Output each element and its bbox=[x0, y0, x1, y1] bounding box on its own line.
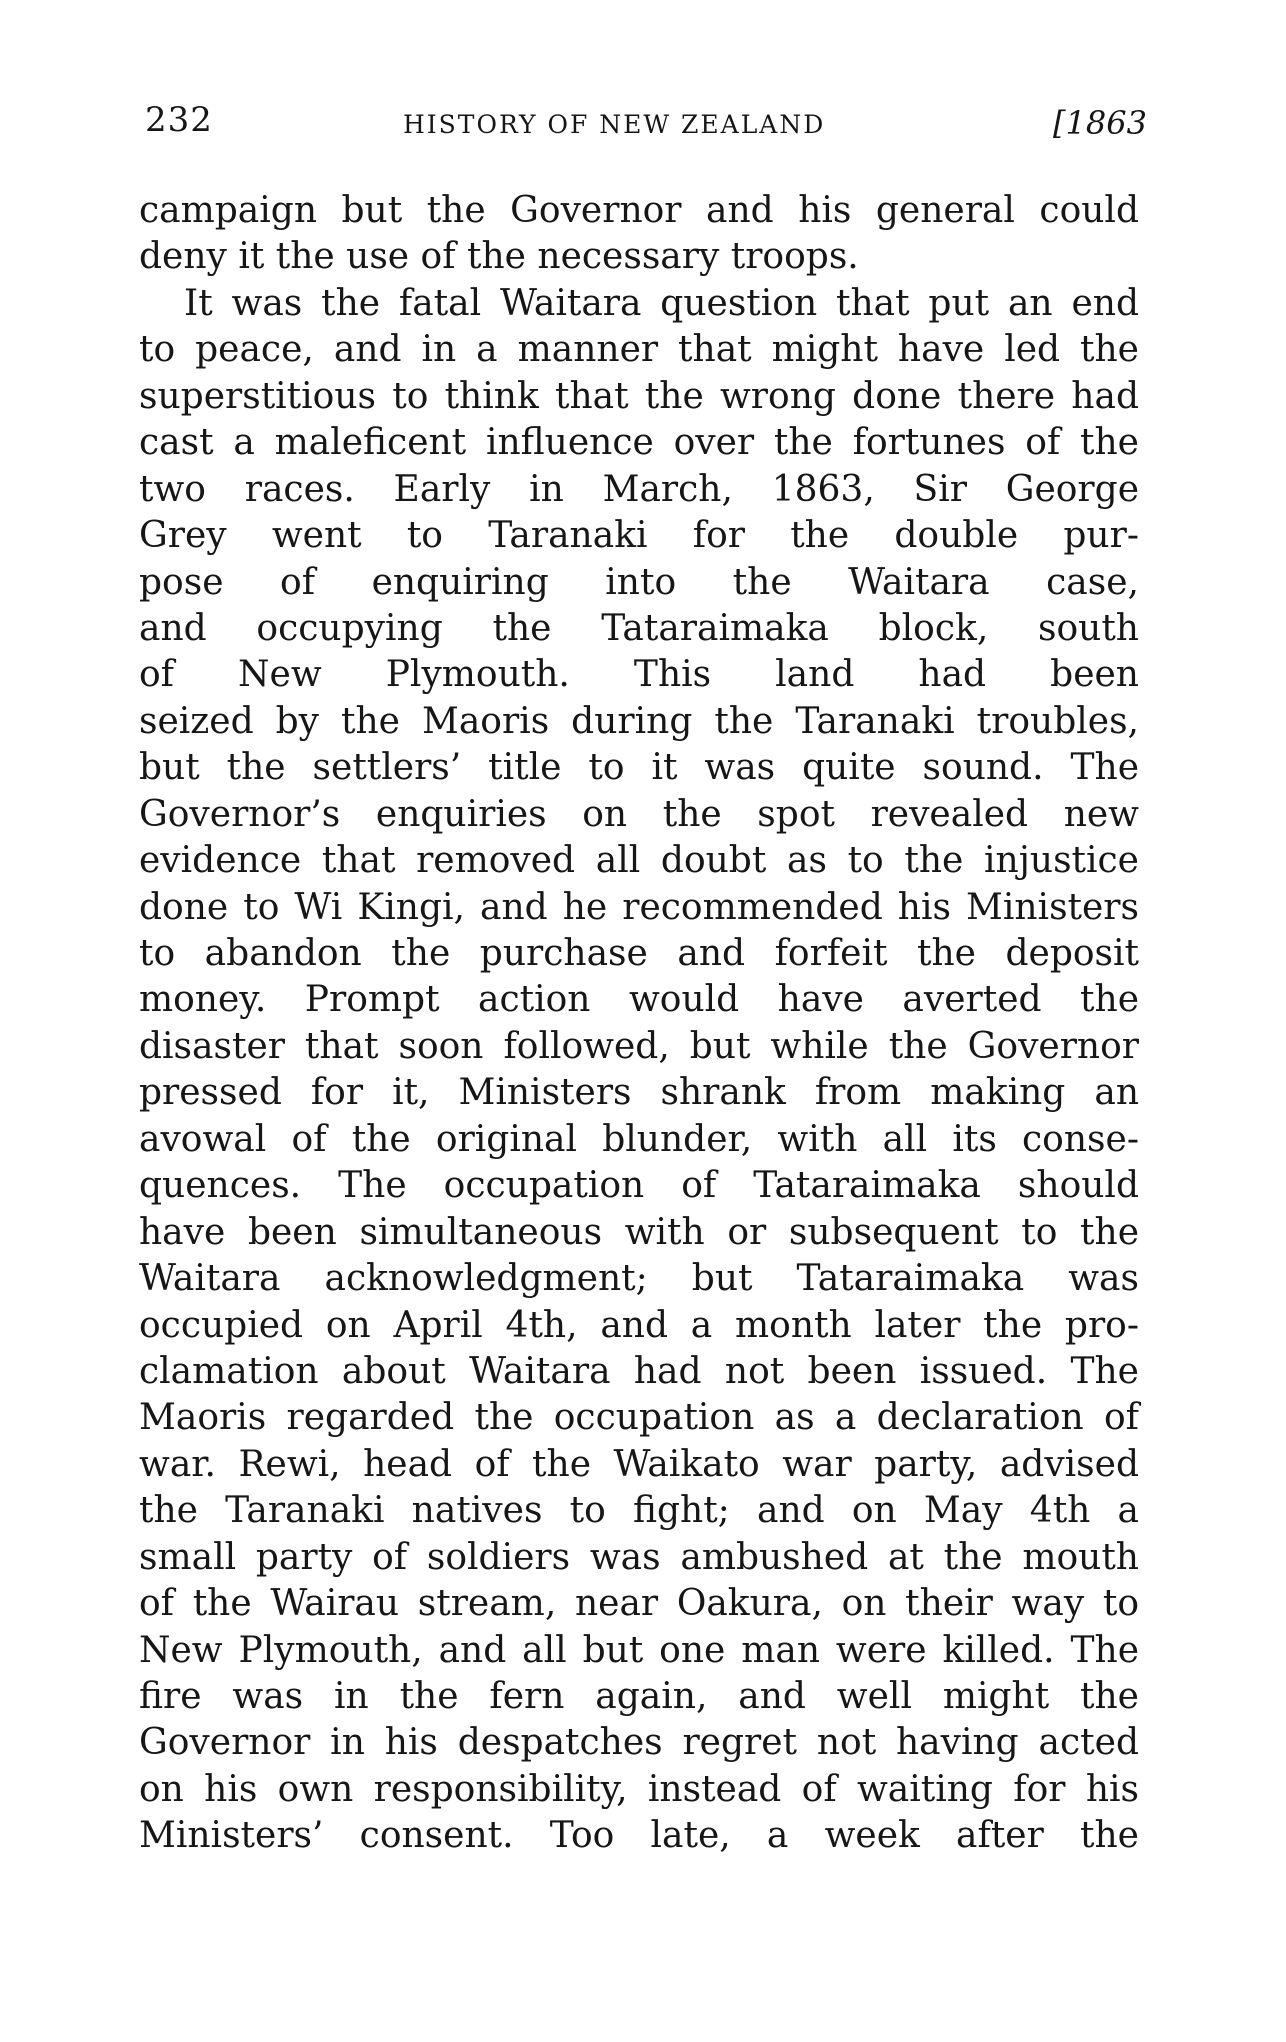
text-line: Governor’s enquiries on the spot revealed new bbox=[139, 793, 1139, 835]
text-line: superstitious to think that the wrong done there had bbox=[139, 375, 1139, 417]
page-number: 232 bbox=[145, 100, 213, 140]
text-line: Governor in his despatches regret not having acted bbox=[139, 1722, 1139, 1764]
text-line: clamation about Waitara had not been issued. The bbox=[139, 1350, 1139, 1392]
text-line: Ministers’ consent. Too late, a week after the bbox=[139, 1815, 1139, 1857]
text-line: of New Plymouth. This land had been bbox=[139, 654, 1139, 696]
page-header bbox=[145, 100, 1145, 152]
text-line: Grey went to Taranaki for the double pur- bbox=[139, 515, 1139, 557]
text-line: campaign but the Governor and his general could bbox=[139, 190, 1139, 231]
text-line: cast a maleficent influence over the fortunes of the bbox=[139, 422, 1139, 464]
text-line: Waitara acknowledgment; but Tataraimaka was bbox=[139, 1258, 1139, 1300]
text-line: occupied on April 4th, and a month later the pro- bbox=[139, 1304, 1139, 1346]
text-line: and occupying the Tataraimaka block, south bbox=[139, 607, 1139, 649]
year-marker: [1863 bbox=[1053, 104, 1147, 142]
text-line: pose of enquiring into the Waitara case, bbox=[139, 561, 1139, 603]
text-line: the Taranaki natives to fight; and on May 4th a bbox=[139, 1490, 1139, 1532]
text-line: small party of soldiers was ambushed at the mouth bbox=[139, 1536, 1139, 1578]
paragraph-first-line: It was the fatal Waitara question that put an end bbox=[184, 282, 1139, 324]
text-line: New Plymouth, and all but one man were killed. The bbox=[139, 1629, 1139, 1671]
text-line: pressed for it, Ministers shrank from making an bbox=[139, 1072, 1139, 1114]
text-line: fire was in the fern again, and well might the bbox=[139, 1676, 1139, 1717]
text-line: disaster that soon followed, but while the Governor bbox=[139, 1025, 1139, 1067]
text-line: on his own responsibility, instead of waiting for his bbox=[139, 1768, 1139, 1810]
text-line: have been simultaneous with or subsequent to the bbox=[139, 1211, 1139, 1253]
text-line: two races. Early in March, 1863, Sir George bbox=[139, 468, 1139, 510]
text-line: to abandon the purchase and forfeit the deposit bbox=[139, 933, 1139, 974]
text-line: of the Wairau stream, near Oakura, on their way to bbox=[139, 1583, 1139, 1625]
text-line: avowal of the original blunder, with all its conse- bbox=[139, 1118, 1139, 1160]
running-title: HISTORY OF NEW ZEALAND bbox=[403, 110, 826, 139]
text-line: evidence that removed all doubt as to the injustice bbox=[139, 840, 1139, 882]
text-line: Maoris regarded the occupation as a declaration of bbox=[139, 1397, 1139, 1439]
text-line: seized by the Maoris during the Taranaki troubles, bbox=[139, 700, 1139, 742]
text-line: to peace, and in a manner that might have led the bbox=[139, 329, 1139, 371]
body-text bbox=[139, 188, 1139, 1860]
text-line: money. Prompt action would have averted the bbox=[139, 979, 1139, 1021]
text-line: but the settlers’ title to it was quite sound. The bbox=[139, 747, 1139, 789]
text-line: war. Rewi, head of the Waikato war party, advised bbox=[139, 1443, 1139, 1485]
text-line: deny it the use of the necessary troops. bbox=[139, 236, 859, 278]
text-line: done to Wi Kingi, and he recommended his Ministers bbox=[139, 886, 1139, 928]
text-line: quences. The occupation of Tataraimaka should bbox=[139, 1165, 1139, 1207]
